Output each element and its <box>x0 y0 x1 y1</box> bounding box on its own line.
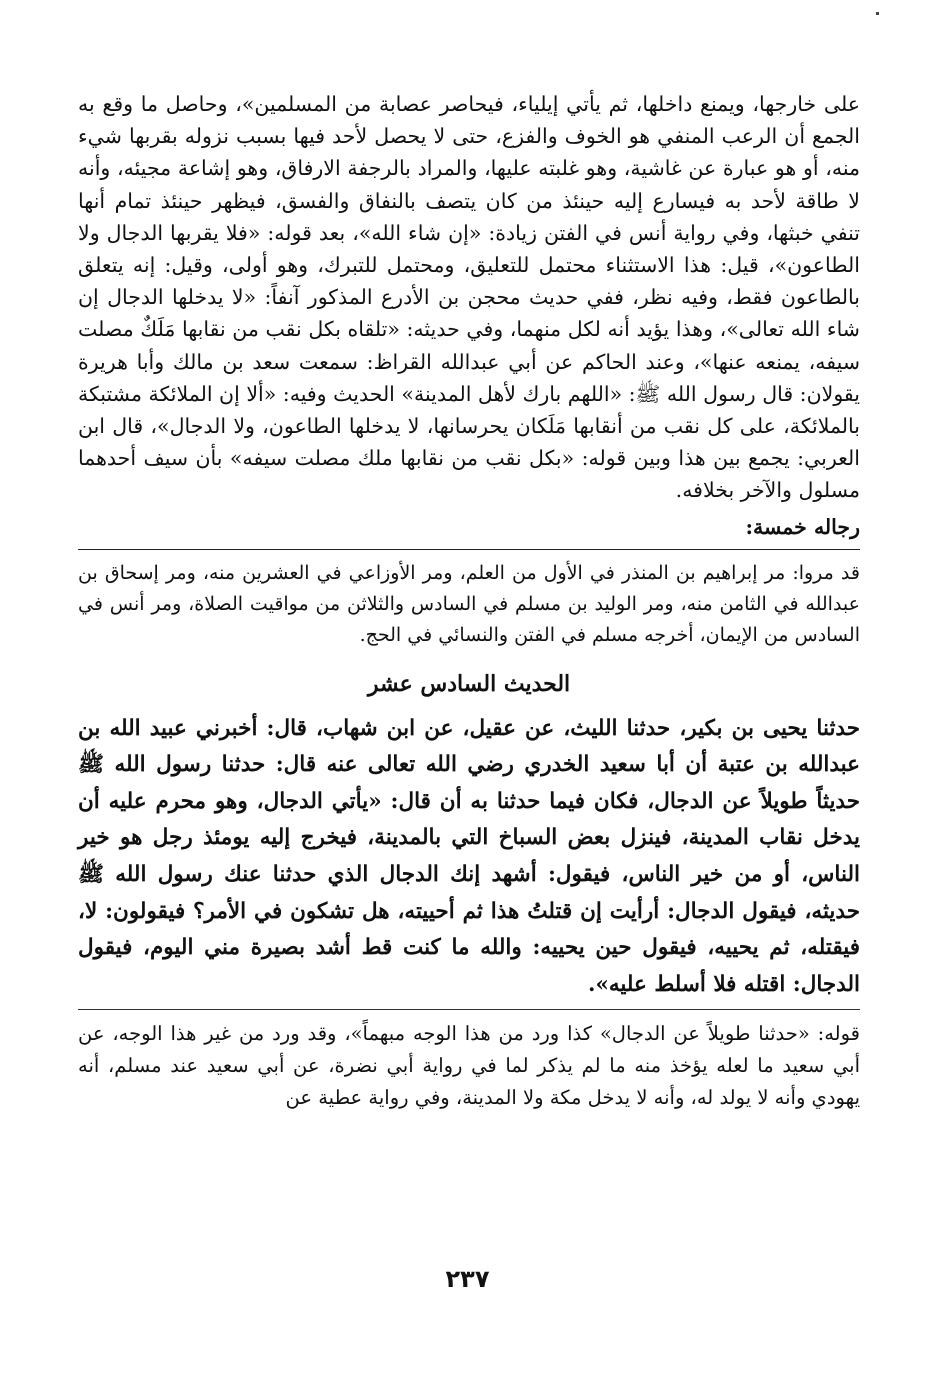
book-page <box>78 88 860 1114</box>
narrators-heading: رجاله خمسة: <box>745 514 860 539</box>
hadith-title: الحديث السادس عشر <box>367 670 571 697</box>
footnote-divider <box>78 549 860 550</box>
sharh-divider <box>78 1009 860 1010</box>
hadith-text: حدثنا يحيى بن بكير، حدثنا الليث، عن عقيل، عن ابن شهاب، قال: أخبرني عبيد الله بن عبدالله بن عتبة أن أبا سعيد الخدري رضي الله تعالى عنه قال: حدثنا رسول الله ﷺ حديثاً طويلاً عن الدجال، فكان فيما حدثنا به أن قال: «يأتي الدجال، وهو محرم عليه أن يدخل نقاب المدينة، فينزل بعض السباخ التي بالمدينة، فيخرج إليه يومئذ رجل هو خير الناس، أو من خير الناس، فيقول: أشهد إنك الدجال الذي حدثنا عنك رسول الله ﷺ حديثه، فيقول الدجال: أرأيت إن قتلتُ هذا ثم أحييته، هل تشكون في الأمر؟ فيقولون: لا، فيقتله، ثم يحييه، فيقول حين يحييه: والله ما كنت قط أشد بصيرة مني اليوم، فيقول الدجال: اقتله فلا أسلط عليه». <box>78 715 860 997</box>
scan-mark <box>876 12 879 15</box>
explanation-paragraph: قوله: «حدثنا طويلاً عن الدجال» كذا ورد من هذا الوجه مبهماً»، وقد ورد من غير هذا الوجه، عن أبي سعيد ما لعله يؤخذ منه ما لم يذكر لما في رواية أبي نضرة، عن أبي سعيد عند مسلم، أنه يهودي وأنه لا يولد له، وأنه لا يدخل مكة ولا المدينة، وفي رواية عطية عن <box>78 1022 860 1110</box>
narrators-paragraph: قد مروا: مر إبراهيم بن المنذر في الأول من العلم، ومر الأوزاعي في العشرين منه، ومر إسحاق بن عبدالله في الثامن منه، ومر الوليد بن مسلم في السادس والثلاثن من مواقيت الصلاة، ومر أنس في السادس من الإيمان، أخرجه مسلم في الفتن والنسائي في الحج. <box>78 561 860 646</box>
page-number: ٢٣٧ <box>445 1265 490 1293</box>
commentary-paragraph: على خارجها، ويمنع داخلها، ثم يأتي إيلياء، فيحاصر عصابة من المسلمين»، وحاصل ما وقع به الجمع أن الرعب المنفي هو الخوف والفزع، حتى لا يحصل لأحد فيها بسبب نزوله بقربها شيء منه، أو هو عبارة عن غاشية، وهو غلبته عليها، والمراد بالرجفة الارفاق، وهو إشاعة مجيئه، وأنه لا طاقة لأحد به فيسارع إليه حينئذ من كان يتصف بالنفاق والفسق، فيظهر حينئذ تمام أنها تنفي خبثها، وفي رواية أنس في الفتن زيادة: «إن شاء الله»، بعد قوله: «فلا يقربها الدجال ولا الطاعون»، قيل: هذا الاستثناء محتمل للتعليق، ومحتمل للتبرك، وهو أولى، وقيل: إنه يتعلق بالطاعون فقط، وفيه نظر، ففي حديث محجن بن الأدرع المذكور آنفاً: «لا يدخلها الدجال إن شاء الله تعالى»، وهذا يؤيد أنه لكل منهما، وفي حديثه: «تلقاه بكل نقب من نقابها مَلَكٌ مصلت سيفه، يمنعه عنها»، وعند الحاكم عن أبي عبدالله القراظ: سمعت سعد بن مالك وأبا هريرة يقولان: قال رسول الله ﷺ: «اللهم بارك لأهل المدينة» الحديث وفيه: «ألا إن الملائكة مشتبكة بالملائكة، على كل نقب من أنقابها مَلَكان يحرسانها، لا يدخلها الطاعون، ولا الدجال»، قال ابن العربي: يجمع بين هذا وبين قوله: «بكل نقب من نقابها ملك مصلت سيفه» بأن سيف أحدهما مسلول والآخر بخلافه. <box>78 92 860 503</box>
